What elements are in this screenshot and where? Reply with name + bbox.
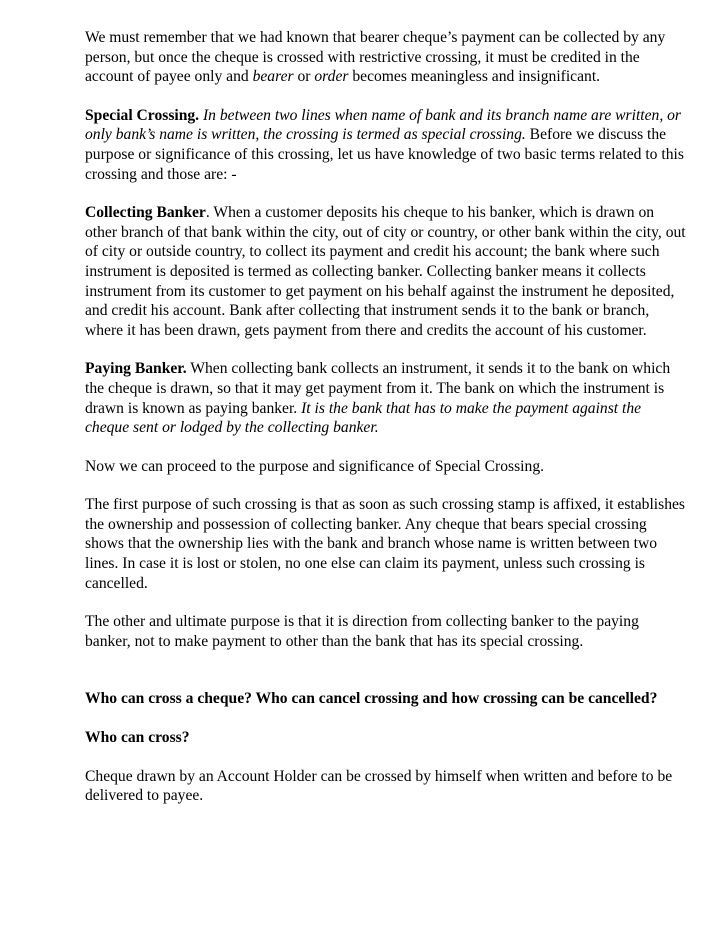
paragraph-proceed: Now we can proceed to the purpose and significance of Special Crossing.: [85, 457, 545, 475]
text: When collecting bank collects an instrument, it sends it to the bank on which the cheque is drawn, so that it may get payment from it. The bank on which the instrument is drawn is known as paying banker.: [85, 360, 671, 417]
text: becomes meaningless and insignificant.: [348, 68, 601, 86]
definition: In between two lines when name of bank and its branch name are written, or only bank’s name is written, the crossing is termed as special crossing.: [85, 106, 681, 144]
term-heading: Paying Banker.: [85, 360, 187, 378]
paragraph-bearer-cheque: [85, 28, 688, 87]
text: Before we discuss the purpose or significance of this crossing, let us have knowledge of two basic terms related to this crossing and those are: -: [85, 126, 684, 183]
text: . When a customer deposits his cheque to his banker, which is drawn on other branch of that bank within the city, out of city or country, or other bank within the city, out of city or outside country, to collect its payment and credit his account; the bank where such instrument is deposited is termed as collecting banker. Collecting banker means it collects instrument from its customer to get payment on his behalf against the instrument he deposited, and credit his account. Bank after collecting that instrument sends it to the bank or branch, where it has been drawn, gets payment from there and credits the account of his customer.: [85, 204, 686, 339]
heading-text: Who can cross a cheque? Who can cancel crossing and how crossing can be cancelled?: [85, 690, 658, 708]
paragraph-collecting-banker: [85, 203, 688, 340]
heading-text: Who can cross?: [85, 729, 190, 747]
text: We must remember that we had known that bearer cheque’s payment can be collected by any person, but once the cheque is crossed with restrictive crossing, it must be credited in the account of payee only and: [85, 29, 666, 86]
paragraph-special-crossing: [85, 106, 688, 184]
section-heading: [85, 689, 688, 709]
paragraph-ultimate-purpose: The other and ultimate purpose is that it is direction from collecting banker to the paying banker, not to make payment to other than the bank that has its special crossing.: [85, 613, 639, 650]
paragraph-first-purpose: The first purpose of such crossing is that as soon as such crossing stamp is affixed, it establishes the ownership and possession of collecting banker. Any cheque that bears special crossing shows that the ownership lies with the bank and branch whose name is written between two lines. In case it is lost or stolen, no one else can claim its payment, unless such crossing is cancelled.: [85, 496, 685, 592]
paragraph-who-can-cross: Cheque drawn by an Account Holder can be crossed by himself when written and before to be delivered to payee.: [85, 767, 673, 805]
term-heading: Special Crossing.: [85, 106, 200, 124]
term-heading: Collecting Banker: [85, 204, 206, 222]
term-order: order: [314, 68, 349, 86]
definition: It is the bank that has to make the payment against the cheque sent or lodged by the collecting banker.: [85, 399, 642, 437]
text: or: [293, 68, 315, 86]
term-bearer: bearer: [252, 68, 294, 86]
paragraph-paying-banker: [85, 359, 688, 437]
subsection-heading: [85, 728, 688, 748]
